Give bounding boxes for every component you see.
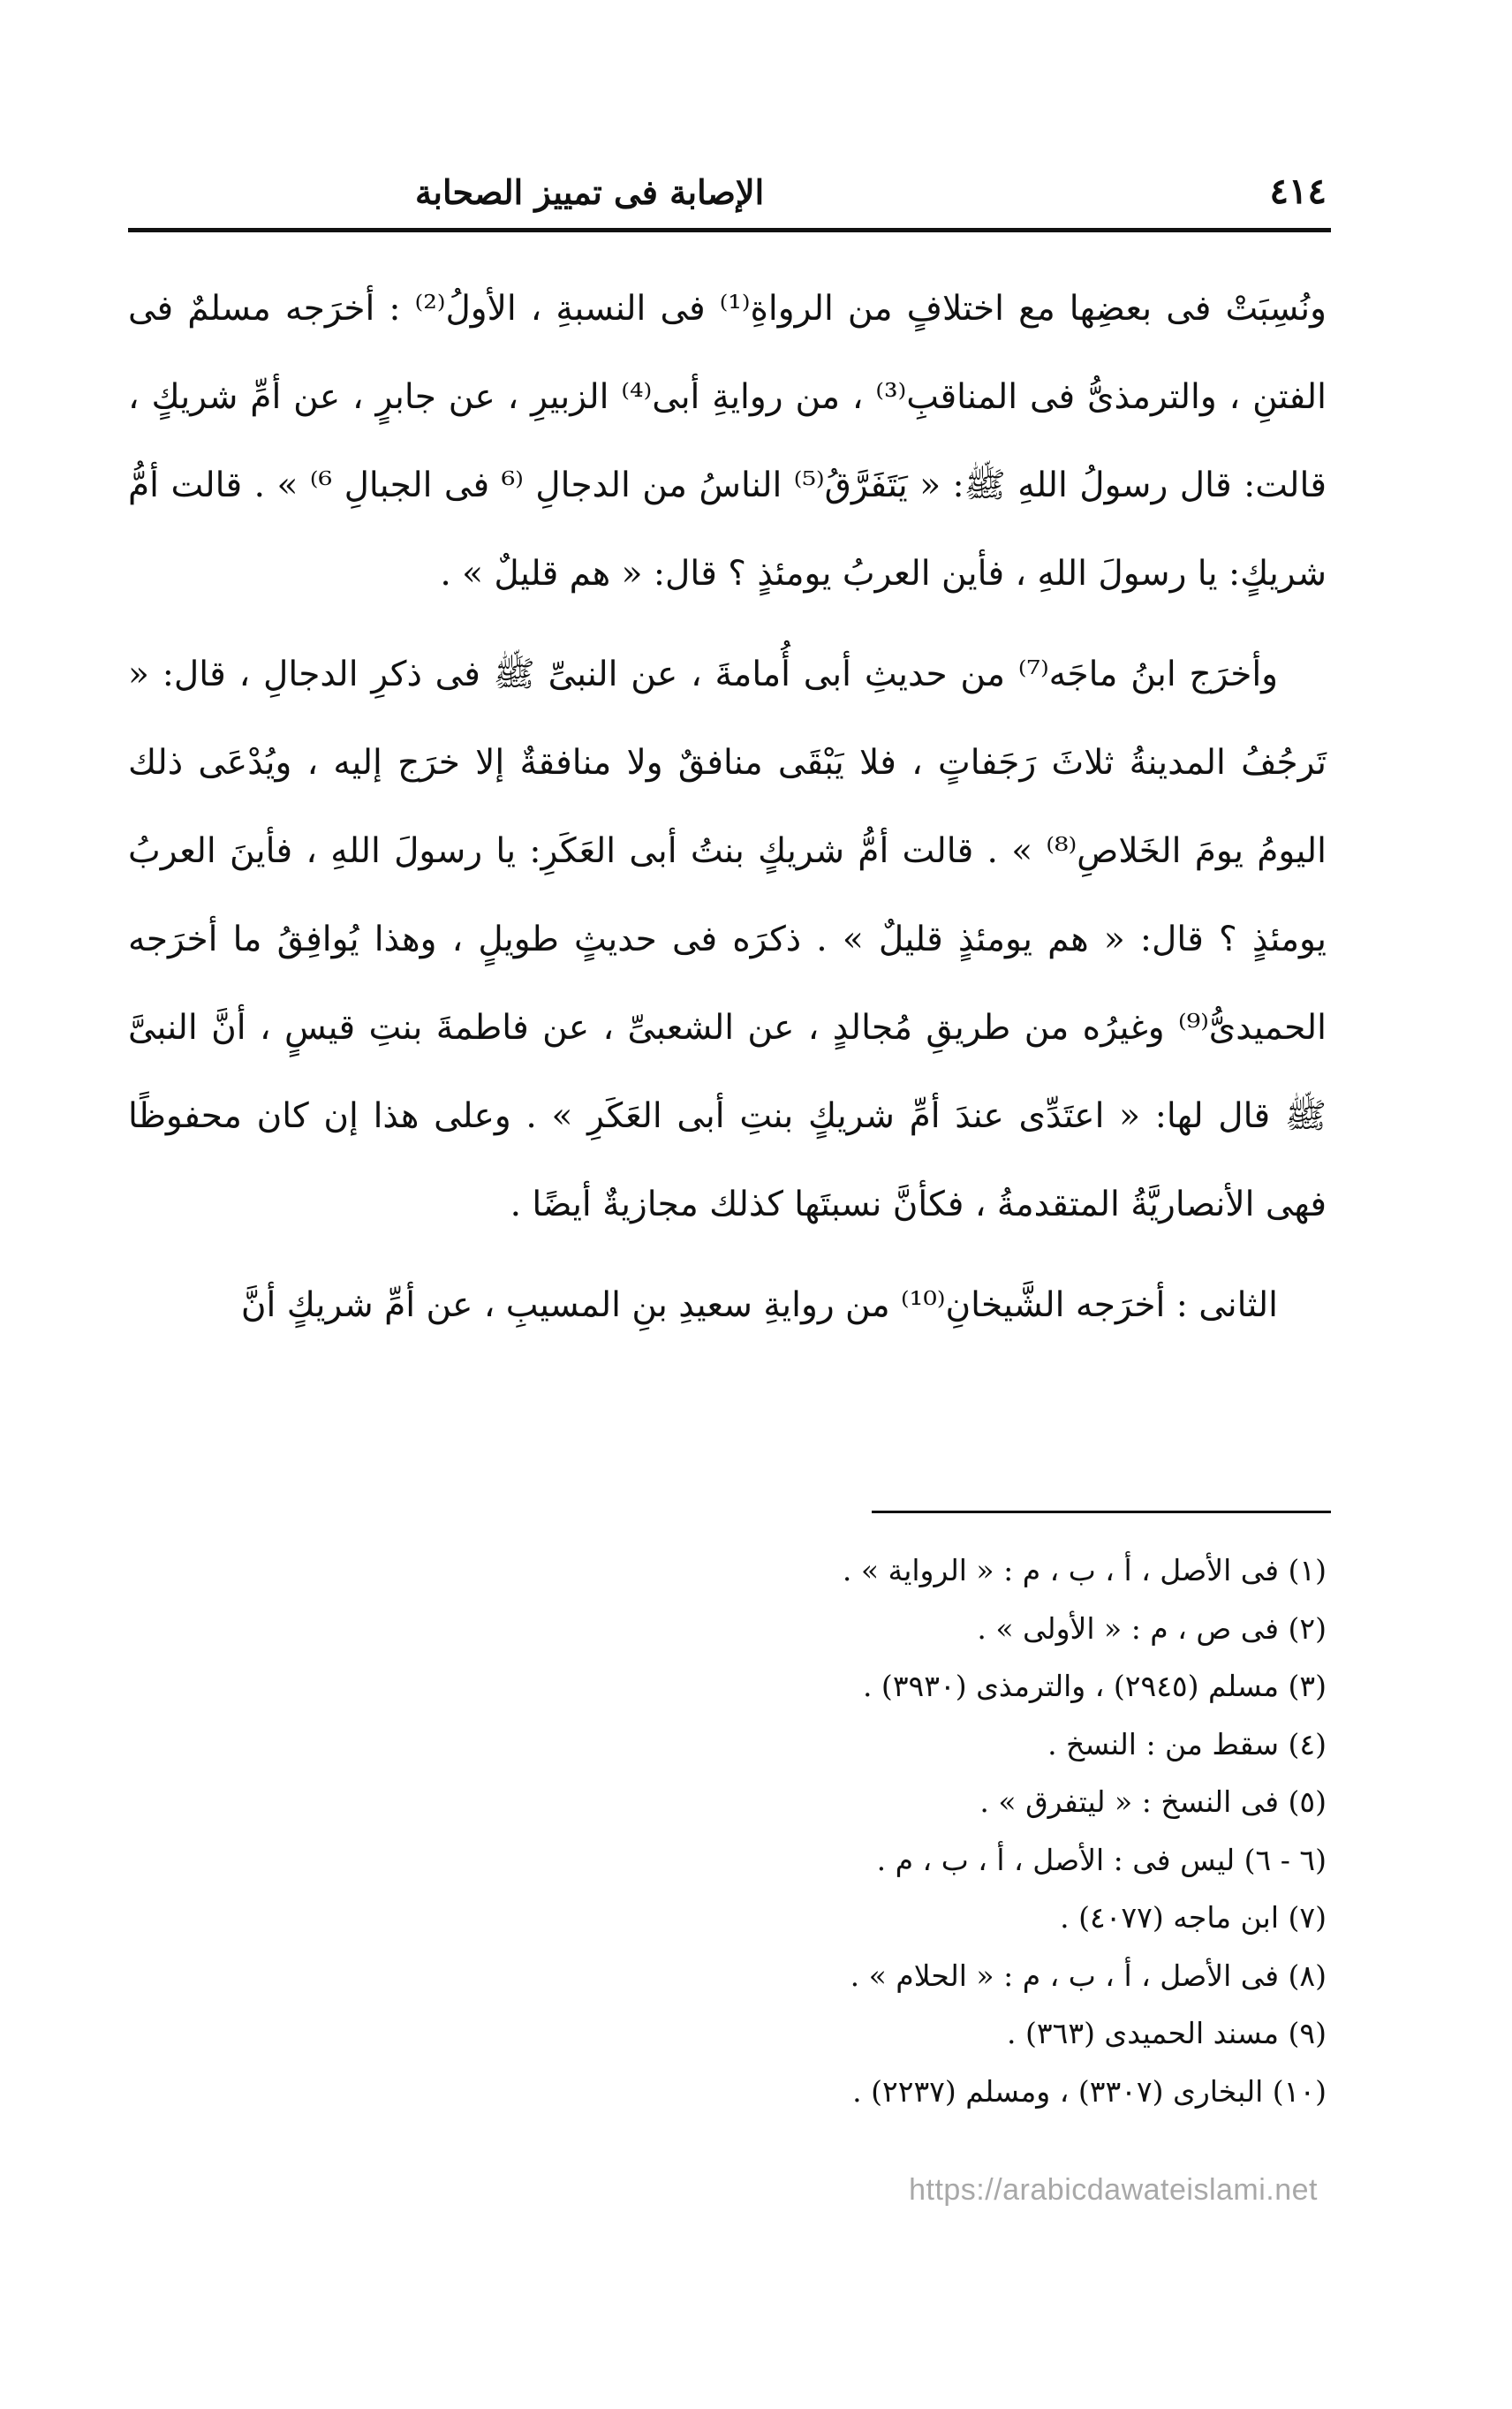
header-rule	[128, 228, 1331, 232]
footnote-10: (١٠) البخارى (٣٣٠٧) ، ومسلم (٢٢٣٧) .	[852, 2073, 1327, 2109]
watermark-url: https://arabicdawateislami.net	[909, 2173, 1318, 2207]
footnote-7: (٧) ابن ماجه (٤٠٧٧) .	[1060, 1900, 1327, 1935]
paragraph-1: ونُسِبَتْ فى بعضِها مع اختلافٍ من الرواةِ⁽¹⁾ فى النسبةِ ، الأولُ⁽²⁾ : أخرَجه مسلمٌ فى الفتنِ ، والترمذىُّ فى المناقبِ⁽³⁾ ، من روايةِ أبى⁽⁴⁾ الزبيرِ ، عن جابرٍ ، عن أمِّ شريكٍ ، قالت: قال رسولُ اللهِ ﷺ: « يَتَفَرَّقُ⁽⁵⁾ الناسُ من الدجالِ ⁽⁶ فى الجبالِ ⁶⁾ » . قالت أمُّ شريكٍ: يا رسولَ اللهِ ، فأين العربُ يومئذٍ ؟ قال: « هم قليلٌ » .	[128, 289, 1327, 594]
paragraph-3: الثانى : أخرَجه الشَّيخانِ⁽¹⁰⁾ من روايةِ سعيدِ بنِ المسيبِ ، عن أمِّ شريكٍ أنَّ	[240, 1285, 1278, 1325]
main-text	[128, 265, 1327, 1350]
footnote-5: (٥) فى النسخ : « ليتفرق » .	[979, 1784, 1327, 1819]
footnote-6: (٦ - ٦) ليس فى : الأصل ، أ ، ب ، م .	[876, 1842, 1327, 1877]
footnote-2: (٢) فى ص ، م : « الأولى » .	[977, 1610, 1327, 1646]
running-title: الإصابة فى تمييز الصحابة	[415, 172, 765, 212]
footnote-4: (٤) سقط من : النسخ .	[1047, 1726, 1327, 1761]
paragraph-2: وأخرَج ابنُ ماجَه⁽⁷⁾ من حديثِ أبى أُمامةَ ، عن النبىِّ ﷺ فى ذكرِ الدجالِ ، قال: « تَرجُفُ المدينةُ ثلاثَ رَجَفاتٍ ، فلا يَبْقَى منافقٌ ولا منافقةٌ إلا خرَج إليه ، ويُدْعَى ذلك اليومُ يومَ الخَلاصِ⁽⁸⁾ » . قالت أمُّ شريكٍ بنتُ أبى العَكَرِ: يا رسولَ اللهِ ، فأينَ العربُ يومئذٍ ؟ قال: « هم يومئذٍ قليلٌ » . ذكرَه فى حديثٍ طويلٍ ، وهذا يُوافِقُ ما أخرَجه الحميدىُّ⁽⁹⁾ وغيرُه من طريقِ مُجالدٍ ، عن الشعبىِّ ، عن فاطمةَ بنتِ قيسٍ ، أنَّ النبىَّ ﷺ قال لها: « اعتَدِّى عندَ أمِّ شريكٍ بنتِ أبى العَكَرِ » . وعلى هذا إن كان محفوظًا فهى الأنصاريَّةُ المتقدمةُ ، فكأنَّ نسبتَها كذلك مجازيةٌ أيضًا .	[128, 655, 1327, 1224]
footnote-8: (٨) فى الأصل ، أ ، ب ، م : « الحلام » .	[850, 1958, 1327, 1993]
footnote-3: (٣) مسلم (٢٩٤٥) ، والترمذى (٣٩٣٠) .	[862, 1669, 1327, 1703]
page-header	[124, 150, 1327, 212]
page-number: ٤١٤	[1269, 170, 1327, 212]
footnote-1: (١) فى الأصل ، أ ، ب ، م : « الرواية » .	[842, 1553, 1327, 1587]
footnote-9: (٩) مسند الحميدى (٣٦٣) .	[1007, 2016, 1327, 2050]
footnotes-list	[128, 1542, 1327, 2120]
footnote-rule	[872, 1511, 1331, 1513]
